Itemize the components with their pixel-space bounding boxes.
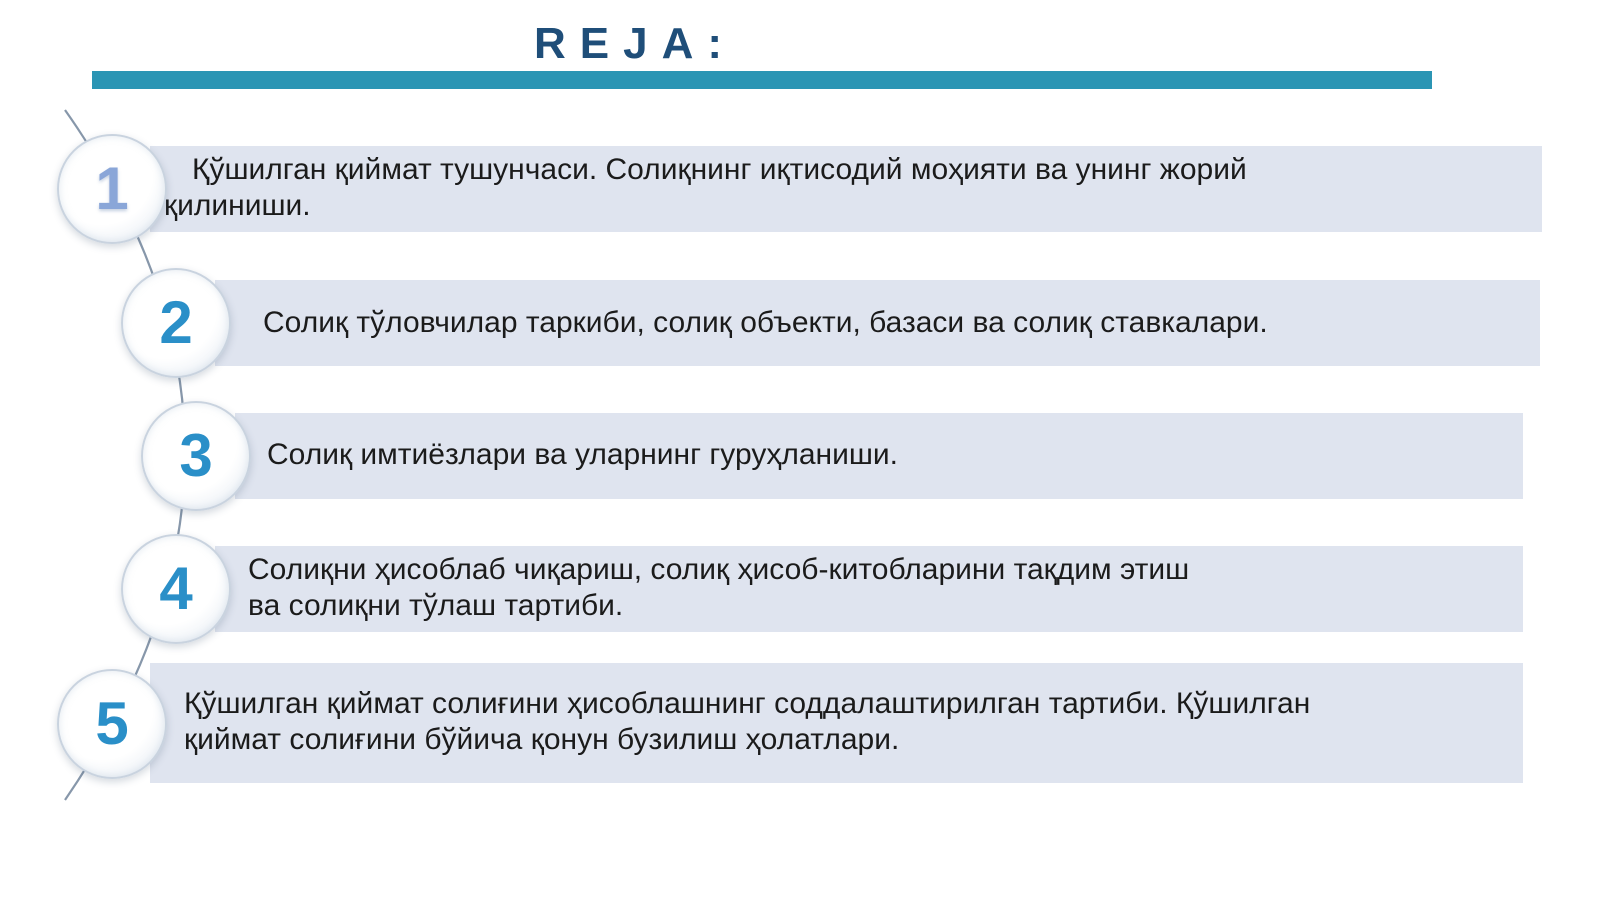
list-item-number-badge-2	[121, 268, 231, 378]
list-item-2-line-1: Солиқ тўловчилар таркиби, солиқ объекти, базаси ва солиқ ставкалари.	[263, 306, 1268, 339]
list-item-text-3	[267, 437, 898, 473]
list-item-number-3: 3	[179, 422, 213, 489]
list-item-4-line-1: Солиқни ҳисоблаб чиқариш, солиқ ҳисоб-китобларини тақдим этиш	[248, 553, 1190, 586]
list-item-number-4: 4	[159, 555, 193, 622]
list-item-text-5	[184, 686, 1310, 758]
list-item-number-badge-1	[57, 134, 167, 244]
list-item-1-line-2: қилиниши.	[164, 189, 311, 222]
list-item-5-line-2: қиймат солиғини бўйича қонун бузилиш ҳолатлари.	[184, 723, 900, 756]
list-item-number-1: 1	[95, 155, 129, 222]
slide-title: REJA:	[533, 19, 737, 68]
list-item-text-1	[164, 152, 1247, 224]
list-item-number-5: 5	[95, 690, 129, 757]
list-item-number-badge-3	[141, 401, 251, 511]
list-item-number-badge-5	[57, 669, 167, 779]
list-item-1-line-1: Қўшилган қиймат тушунчаси. Солиқнинг иқтисодий моҳияти ва унинг жорий	[192, 153, 1247, 186]
list-item-5-line-1: Қўшилган қиймат солиғини ҳисоблашнинг соддалаштирилган тартиби. Қўшилган	[184, 687, 1311, 720]
list-item-text-4	[248, 552, 1189, 624]
list-item-3-line-1: Солиқ имтиёзлари ва уларнинг гуруҳланиши.	[267, 438, 898, 471]
list-item-number-2: 2	[159, 289, 193, 356]
list-item-text-2	[263, 305, 1268, 341]
list-item-4-line-2: ва солиқни тўлаш тартиби.	[248, 589, 624, 622]
list-item-number-badge-4	[121, 534, 231, 644]
